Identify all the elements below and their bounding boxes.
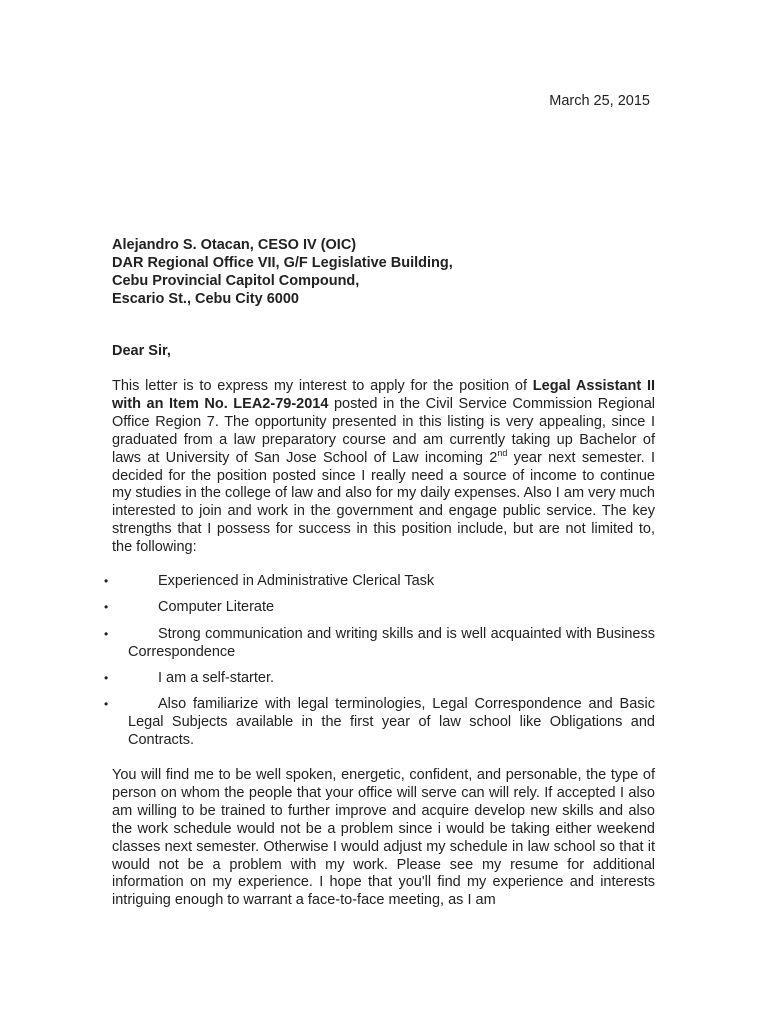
- salutation: Dear Sir,: [112, 343, 171, 359]
- bullet-icon: •: [104, 697, 109, 711]
- list-item-text: Strong communication and writing skills and is well acquainted with Business Correspondence: [128, 626, 655, 660]
- list-item-text: Also familiarize with legal terminologies, Legal Correspondence and Basic Legal Subjects available in the first year of law school like Obligations and Contracts.: [128, 696, 655, 748]
- bullet-icon: •: [104, 627, 109, 641]
- intro-text-b: posted in the Civil Service Commission Regional Office Region 7. The opportunity presented in this listing is very appealing, since I graduated from a law preparatory course and am currently taking up Bachelor of laws at University of San Jose School of Law incoming 2: [112, 395, 655, 466]
- bullet-icon: •: [104, 574, 109, 588]
- closing-paragraph: You will find me to be well spoken, energetic, confident, and personable, the type of person on whom the people that your office will serve can will rely. If accepted I also am willing to be trained to further improve and acquire develop new skills and also the work schedule would not be a problem since i would be taking either weekend classes next semester. Otherwise I would adjust my schedule in law school so that it would not be a problem with my work. Please see my resume for additional information on my experience. I hope that you'll find my experience and interests intriguing enough to warrant a face-to-face meeting, as I am: [112, 767, 655, 909]
- recipient-address: [112, 236, 453, 308]
- intro-text-a: This letter is to express my interest to apply for the position of: [112, 378, 533, 394]
- list-item-text: Experienced in Administrative Clerical Task: [158, 573, 435, 589]
- recipient-compound: Cebu Provincial Capitol Compound,: [112, 273, 360, 289]
- recipient-office: DAR Regional Office VII, G/F Legislative Building,: [112, 255, 453, 271]
- recipient-street: Escario St., Cebu City 6000: [112, 291, 299, 307]
- intro-text-c: year next semester. I decided for the position posted since I really need a source of income to continue my studies in the college of law and also for my daily expenses. Also I am very much interested to join and work in the government and engage public service. The key strengths that I possess for success in this position include, but are not limited to, the following:: [112, 449, 655, 556]
- bullet-icon: •: [104, 671, 109, 685]
- bullet-icon: •: [104, 600, 109, 614]
- letter-date: March 25, 2015: [549, 93, 650, 109]
- ordinal-suffix: nd: [497, 447, 508, 458]
- position-title: Legal Assistant II with an Item No. LEA2-79-2014: [112, 378, 656, 412]
- recipient-name: Alejandro S. Otacan, CESO IV (OIC): [112, 237, 357, 253]
- list-item-text: I am a self-starter.: [158, 670, 275, 686]
- intro-paragraph: [112, 378, 655, 557]
- list-item-text: Computer Literate: [158, 599, 275, 615]
